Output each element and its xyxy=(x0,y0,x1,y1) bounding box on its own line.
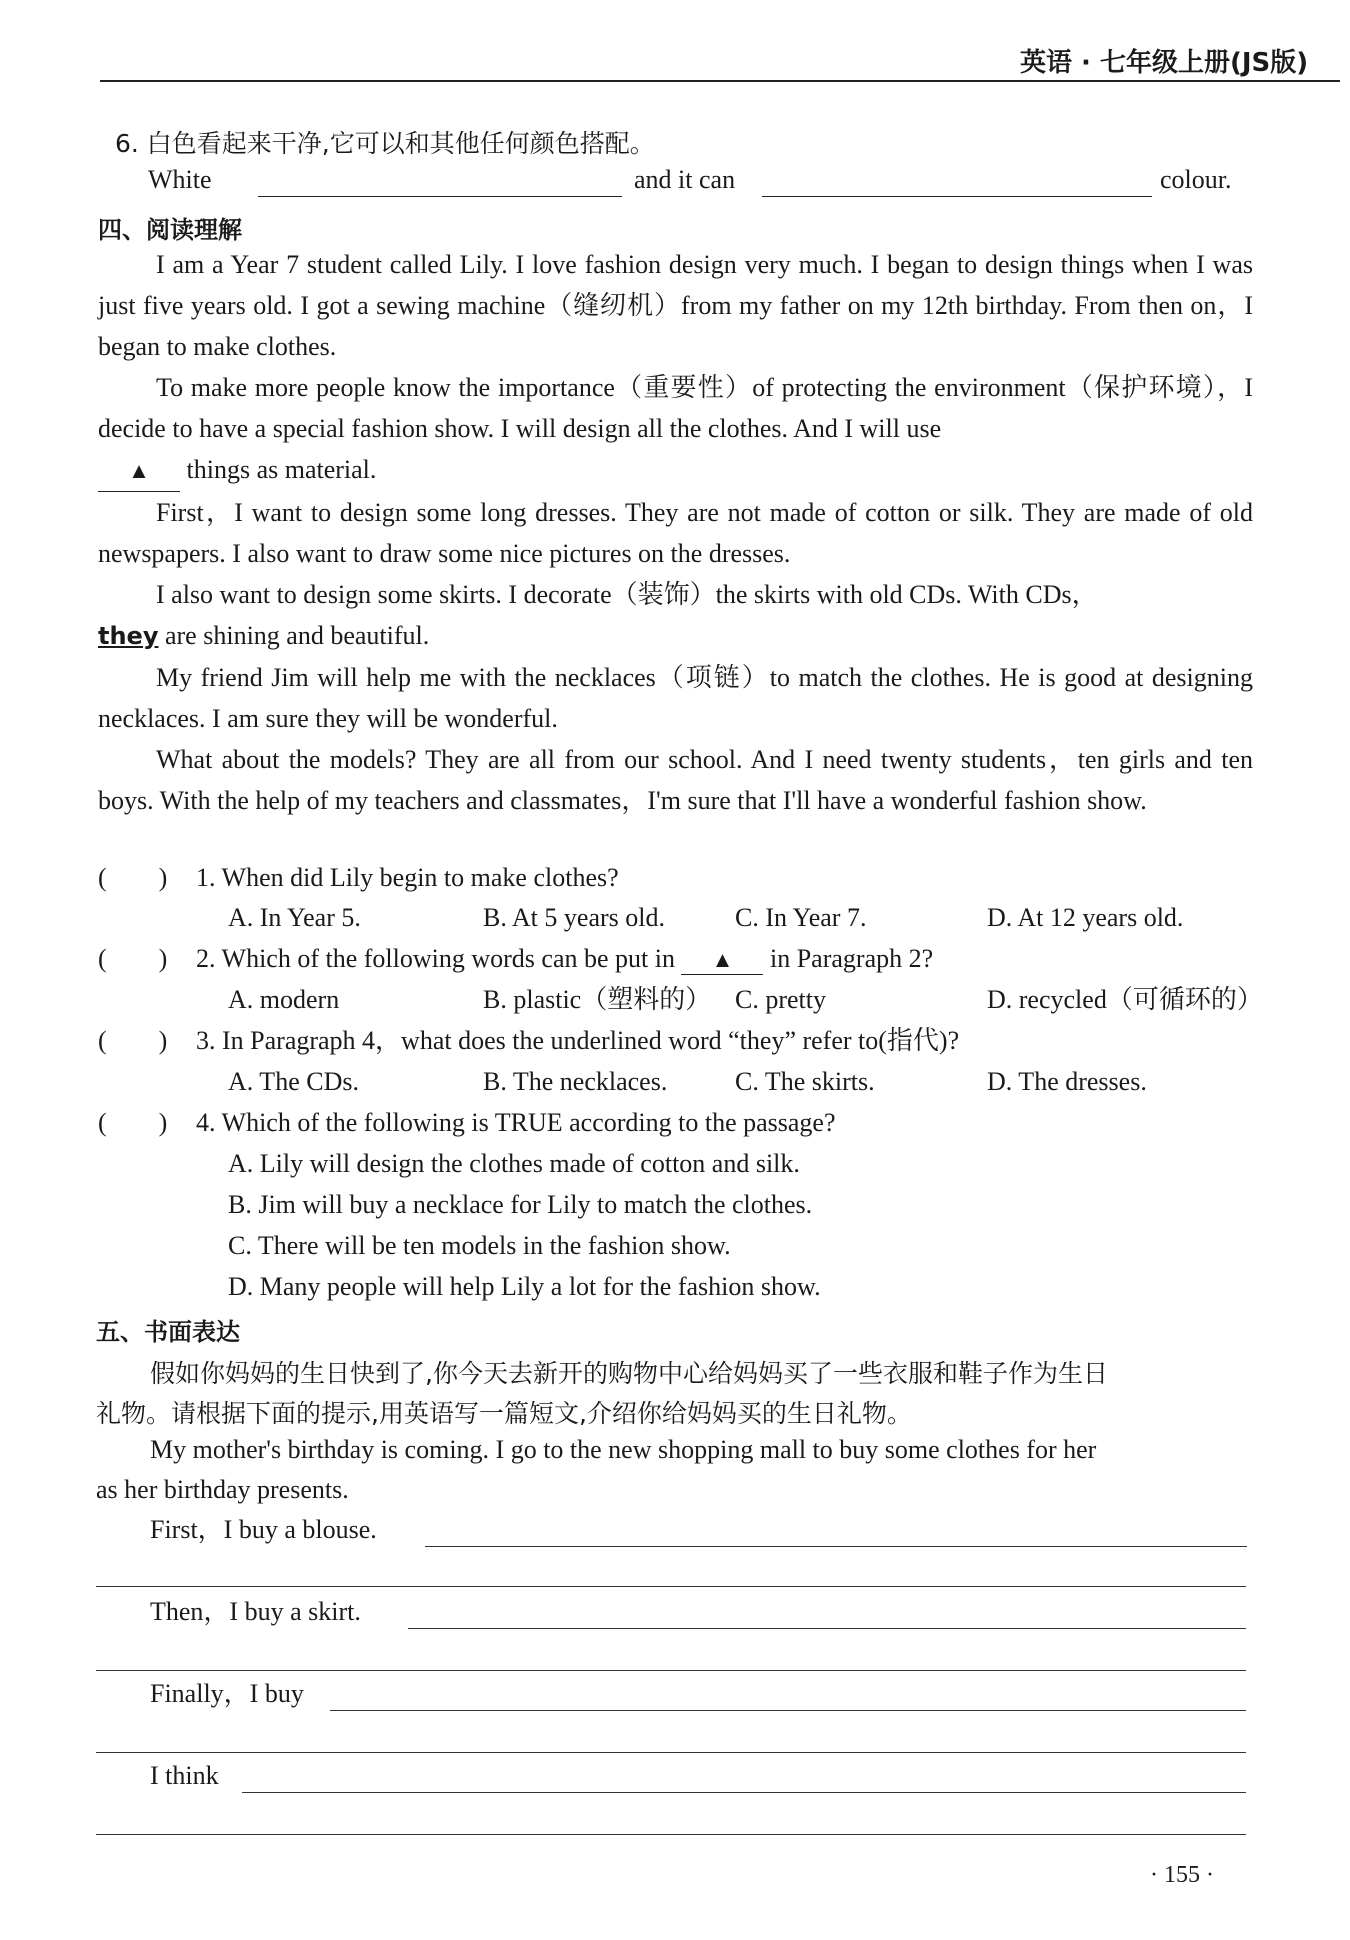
question-4: 4. Which of the following is TRUE according to the passage? xyxy=(196,1108,836,1137)
q2-option-d[interactable]: D. recycled（可循环的） xyxy=(987,985,1263,1014)
reading-section-title: 四、阅读理解 xyxy=(98,216,242,244)
q1-option-d[interactable]: D. At 12 years old. xyxy=(987,903,1184,932)
q3-option-c[interactable]: C. The skirts. xyxy=(735,1067,875,1096)
writing-starter-4: I think xyxy=(150,1761,219,1790)
writing-line[interactable] xyxy=(425,1546,1247,1547)
answer-paren-2[interactable]: ( ) xyxy=(98,944,168,973)
q1-option-c[interactable]: C. In Year 7. xyxy=(735,903,867,932)
writing-line[interactable] xyxy=(96,1834,1246,1835)
question-2-post: in Paragraph 2? xyxy=(769,944,934,973)
q4-option-c[interactable]: C. There will be ten models in the fashion show. xyxy=(228,1231,731,1260)
answer-paren-3[interactable]: ( ) xyxy=(98,1026,168,1055)
answer-paren-1[interactable]: ( ) xyxy=(98,863,168,892)
writing-line[interactable] xyxy=(96,1670,1246,1671)
header-rule xyxy=(100,80,1340,82)
paragraph-4-text: I also want to design some skirts. I decorate（装饰）the skirts with old CDs. With CDs， xyxy=(156,580,1098,609)
paragraph-3: First，I want to design some long dresses. They are not made of cotton or silk. They are made of old newspapers. I also want to draw some nice pictures on the dresses. xyxy=(98,498,1253,568)
question-1: 1. When did Lily begin to make clothes? xyxy=(196,863,619,892)
q2-option-c[interactable]: C. pretty xyxy=(735,985,826,1014)
paragraph-2-text: To make more people know the importance（重要性）of protecting the environment（保护环境），I decide to have a special fashion show. I will design all the clothes. And I will use xyxy=(98,373,1253,443)
question-2 xyxy=(196,945,933,975)
translation-part3: colour. xyxy=(1160,165,1232,194)
writing-line[interactable] xyxy=(96,1586,1246,1587)
q1-option-a[interactable]: A. In Year 5. xyxy=(228,903,361,932)
writing-line[interactable] xyxy=(242,1792,1246,1793)
writing-prompt-en-2: as her birthday presents. xyxy=(96,1475,349,1504)
writing-line[interactable] xyxy=(330,1710,1246,1711)
writing-line[interactable] xyxy=(96,1752,1246,1753)
paragraph-6: What about the models? They are all from our school. And I need twenty students，ten girls and ten boys. With the help of my teachers and classmates，I'm sure that I'll have a wonderful fashion show. xyxy=(98,745,1253,815)
paragraph-2-end: things as material. xyxy=(186,455,377,484)
writing-prompt-cn-2: 礼物。请根据下面的提示,用英语写一篇短文,介绍你给妈妈买的生日礼物。 xyxy=(96,1399,912,1428)
question-2-pre: 2. Which of the following words can be put in xyxy=(196,944,675,973)
question-3: 3. In Paragraph 4，what does the underlined word “they” refer to(指代)? xyxy=(196,1026,960,1055)
translation-prompt: 6. 白色看起来干净,它可以和其他任何颜色搭配。 xyxy=(115,129,655,158)
paragraph-1: I am a Year 7 student called Lily. I love fashion design very much. I began to design things when I was just five years old. I got a sewing machine（缝纫机）from my father on my 12th birthday. From then on，I began to make clothes. xyxy=(98,250,1253,361)
q1-option-b[interactable]: B. At 5 years old. xyxy=(483,903,665,932)
q3-option-a[interactable]: A. The CDs. xyxy=(228,1067,359,1096)
answer-paren-4[interactable]: ( ) xyxy=(98,1108,168,1137)
triangle-icon: ▲ xyxy=(128,458,150,483)
translation-blank-1[interactable] xyxy=(258,196,622,197)
q2-triangle-blank xyxy=(681,945,763,975)
q4-option-b[interactable]: B. Jim will buy a necklace for Lily to match the clothes. xyxy=(228,1190,813,1219)
triangle-blank xyxy=(98,449,180,492)
writing-prompt-en-1: My mother's birthday is coming. I go to the new shopping mall to buy some clothes for her xyxy=(150,1435,1097,1464)
translation-part2: and it can xyxy=(634,165,736,194)
paragraph-4 xyxy=(98,574,1253,615)
paragraph-2-tail xyxy=(98,449,1253,492)
translation-blank-2[interactable] xyxy=(762,196,1152,197)
writing-section-title: 五、书面表达 xyxy=(96,1318,240,1346)
q3-option-b[interactable]: B. The necklaces. xyxy=(483,1067,668,1096)
q4-option-d[interactable]: D. Many people will help Lily a lot for the fashion show. xyxy=(228,1272,821,1301)
triangle-icon: ▲ xyxy=(711,947,734,972)
writing-starter-2: Then，I buy a skirt. xyxy=(150,1597,361,1626)
q4-option-a[interactable]: A. Lily will design the clothes made of cotton and silk. xyxy=(228,1149,800,1178)
writing-prompt-cn-1: 假如你妈妈的生日快到了,你今天去新开的购物中心给妈妈买了一些衣服和鞋子作为生日 xyxy=(150,1359,1108,1388)
q2-option-a[interactable]: A. modern xyxy=(228,985,340,1014)
q3-option-d[interactable]: D. The dresses. xyxy=(987,1067,1147,1096)
paragraph-4-end: are shining and beautiful. xyxy=(164,621,430,650)
paragraph-2 xyxy=(98,367,1253,449)
page-number: · 155 · xyxy=(1150,1862,1214,1888)
q2-option-b[interactable]: B. plastic（塑料的） xyxy=(483,985,712,1014)
underlined-word-they: they xyxy=(98,622,159,650)
paragraph-4-tail xyxy=(98,615,1253,657)
reading-passage xyxy=(98,244,1253,821)
header-title: 英语 · 七年级上册(JS版) xyxy=(1020,48,1309,78)
paragraph-5: My friend Jim will help me with the necklaces（项链）to match the clothes. He is good at designing necklaces. I am sure they will be wonderful. xyxy=(98,663,1253,733)
writing-starter-1: First，I buy a blouse. xyxy=(150,1515,377,1544)
writing-line[interactable] xyxy=(408,1628,1246,1629)
writing-starter-3: Finally，I buy xyxy=(150,1679,304,1708)
translation-part1: White xyxy=(148,165,212,194)
